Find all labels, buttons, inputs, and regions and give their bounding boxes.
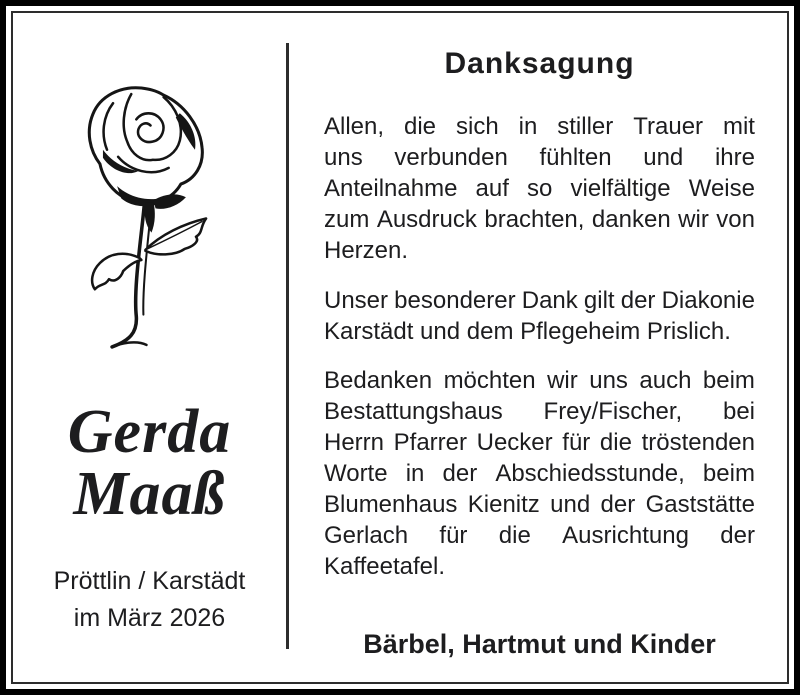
paragraph-thanks-services xyxy=(324,365,755,582)
text-line: Herzen. xyxy=(324,237,409,264)
paragraph-thanks-diakonie xyxy=(324,285,755,347)
text-line: Karstädt und dem Pflegeheim Prislich. xyxy=(324,318,731,345)
text-line: Bedanken möchten wir uns auch beim xyxy=(324,367,755,394)
text-line: Allen, die sich in stiller Trauer mit xyxy=(324,113,755,140)
deceased-last-name: Maaß xyxy=(73,460,226,528)
signature-line: Bärbel, Hartmut und Kinder xyxy=(363,629,716,659)
text-line: Herrn Pfarrer Uecker für die tröstenden xyxy=(324,429,755,456)
text-line: Blumenhaus Kienitz und der Gaststätte xyxy=(324,491,755,518)
deceased-first-name: Gerda xyxy=(67,398,232,466)
date-line: im März 2026 xyxy=(73,604,226,632)
text-line: Unser besonderer Dank gilt der Diakonie xyxy=(324,287,755,314)
text-line: Gerlach für die Ausrichtung der xyxy=(324,522,755,549)
deceased-name xyxy=(13,398,286,528)
rose-icon xyxy=(83,86,221,354)
left-column xyxy=(13,0,286,695)
notice-title: Danksagung xyxy=(444,47,635,80)
place-line: Pröttlin / Karstädt xyxy=(53,567,246,595)
text-line: Anteilnahme auf so vielfältige Weise xyxy=(324,175,755,202)
text-line: zum Ausdruck brachten, danken wir von xyxy=(324,206,755,233)
text-line: Worte in der Abschiedsstunde, beim xyxy=(324,460,755,487)
text-line: Bestattungshaus Frey/Fischer, bei xyxy=(324,398,755,425)
column-divider-line xyxy=(286,43,289,649)
paragraph-thanks-general xyxy=(324,111,755,266)
right-column xyxy=(324,0,755,695)
text-line: uns verbunden fühlten und ihre xyxy=(324,144,755,171)
text-line: Kaffeetafel. xyxy=(324,553,445,580)
